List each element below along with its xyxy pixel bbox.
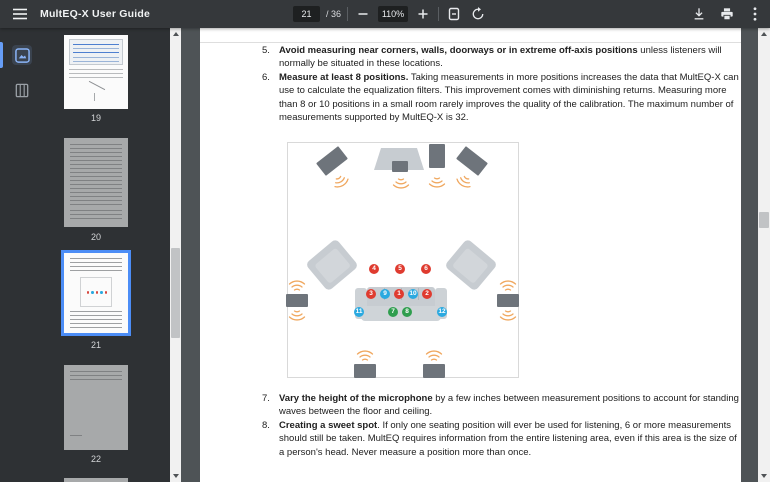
list-item: 5. Avoid measuring near corners, walls, doorways or in extreme off-axis positions unless listeners will normally be situated in these locations. — [262, 45, 722, 70]
main-scrollbar[interactable] — [758, 28, 770, 482]
right-armchair — [444, 238, 498, 291]
page-number-input[interactable]: 21 — [293, 6, 320, 22]
measurement-position-3: 3 — [366, 289, 376, 299]
thumbnail-page-20[interactable] — [64, 138, 128, 242]
sound-wave-icon — [422, 346, 446, 364]
main-scrollbar-thumb[interactable] — [759, 212, 769, 228]
right-surround-speaker — [497, 294, 519, 307]
center-speaker — [392, 161, 408, 172]
list-items-5-6 — [262, 44, 741, 124]
measurement-position-4: 4 — [369, 264, 379, 274]
sound-wave-icon — [329, 173, 353, 191]
thumbnail-page-22[interactable] — [64, 365, 128, 464]
rear-left-speaker — [354, 364, 376, 378]
front-wide-speaker — [429, 144, 445, 168]
document-title: MultEQ-X User Guide — [40, 8, 150, 20]
measurement-position-6: 6 — [421, 264, 431, 274]
toolbar-divider — [347, 7, 348, 21]
left-surround-speaker — [286, 294, 308, 307]
left-armchair — [305, 238, 359, 291]
measurement-position-8: 8 — [402, 307, 412, 317]
room-diagram — [287, 142, 519, 378]
toolbar-divider — [438, 7, 439, 21]
sound-wave-icon — [452, 173, 476, 191]
thumbnail-page-19[interactable] — [64, 35, 128, 123]
fit-page-icon[interactable] — [445, 5, 463, 23]
zoom-in-button[interactable] — [414, 5, 432, 23]
list-item: 7. Vary the height of the microphone by a few inches between measurement positions to account for standing waves between the floor and ceiling. — [262, 393, 739, 418]
list-items-7-8 — [262, 392, 741, 459]
measurement-position-2: 2 — [422, 289, 432, 299]
download-icon[interactable] — [690, 5, 708, 23]
outline-view-icon[interactable] — [12, 80, 32, 100]
measurement-position-10: 10 — [408, 289, 418, 299]
sound-wave-icon — [353, 346, 377, 364]
zoom-out-button[interactable] — [354, 5, 372, 23]
measurement-position-11: 11 — [354, 307, 364, 317]
list-item: 8. Creating a sweet spot. If only one seating position will ever be used for listening, 6 or more measurements should still be taken. MultEQ requires information from the entire listening area, even if this area is the size of a person's head. Never measure a position more than once. — [262, 419, 737, 458]
sound-wave-icon — [496, 276, 520, 294]
print-icon[interactable] — [718, 5, 736, 23]
sound-wave-icon — [285, 276, 309, 294]
measurement-position-7: 7 — [388, 307, 398, 317]
sidebar-scrollbar[interactable] — [170, 28, 181, 482]
sidebar-scrollbar-thumb[interactable] — [171, 248, 180, 338]
thumbnail-page-21[interactable] — [64, 253, 128, 350]
sound-wave-icon — [496, 307, 520, 325]
sound-wave-icon — [389, 175, 413, 193]
page-boundary — [200, 42, 741, 43]
sound-wave-icon — [425, 174, 449, 192]
scroll-down-arrow[interactable] — [170, 470, 181, 482]
toolbar — [0, 0, 770, 28]
pdf-page-21 — [200, 28, 741, 482]
page-total-label: / 36 — [326, 9, 342, 19]
zoom-level-display: 110% — [378, 6, 408, 22]
scroll-up-arrow[interactable] — [170, 28, 181, 40]
thumbnail-page-23[interactable] — [64, 478, 128, 482]
rotate-icon[interactable] — [469, 5, 487, 23]
measurement-position-1: 1 — [394, 289, 404, 299]
scroll-down-arrow[interactable] — [758, 470, 770, 482]
thumbnail-label: 22 — [90, 454, 101, 464]
sound-wave-icon — [285, 307, 309, 325]
thumbnail-image-block — [69, 39, 123, 65]
active-view-indicator — [0, 42, 3, 68]
thumbnails-view-icon[interactable] — [12, 45, 32, 65]
more-options-icon[interactable] — [746, 5, 764, 23]
measurement-position-5: 5 — [395, 264, 405, 274]
thumbnail-label: 19 — [90, 113, 101, 123]
rear-right-speaker — [423, 364, 445, 378]
measurement-position-12: 12 — [437, 307, 447, 317]
thumbnail-label: 20 — [90, 232, 101, 242]
thumbnail-label: 21 — [90, 340, 101, 350]
list-item: 6. Measure at least 8 positions. Taking measurements in more positions increases the data that MultEQ-X can use to calculate the equalization filters. This improvement comes with diminishing returns. Measuring more than 8 or 10 positions in a small room rarely improves the quality of the calibration. The maximum number of measurements supported by MultEQ-X is 32. — [262, 71, 739, 124]
document-viewport — [181, 28, 758, 482]
menu-icon[interactable] — [0, 0, 40, 28]
scroll-up-arrow[interactable] — [758, 28, 770, 40]
thumbnail-sidebar — [0, 28, 170, 482]
measurement-position-9: 9 — [380, 289, 390, 299]
